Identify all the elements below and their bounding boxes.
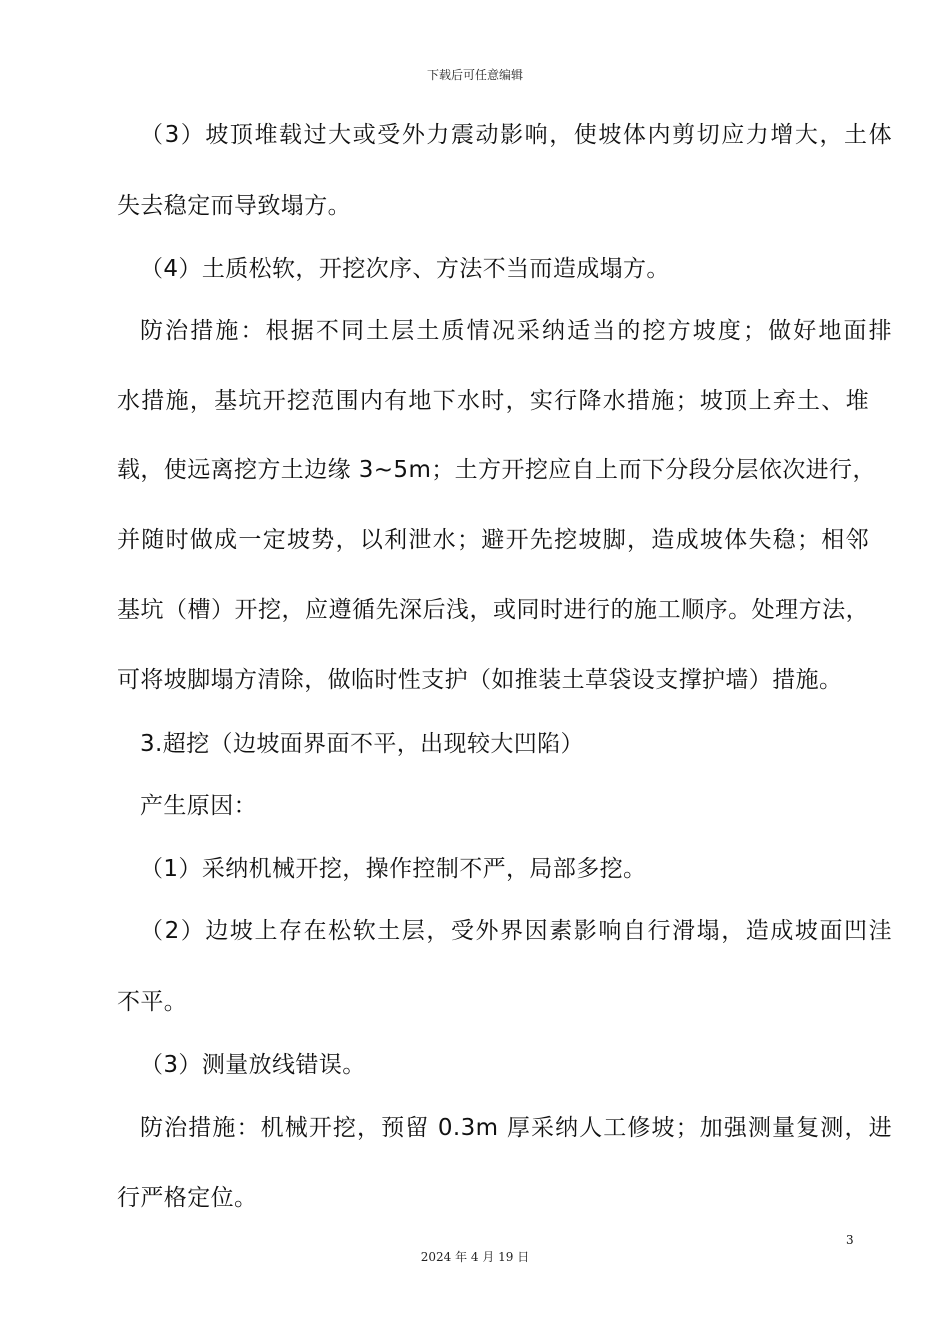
- paragraph-line: 行严格定位。: [117, 1185, 258, 1211]
- paragraph-line: 失去稳定而导致塌方。: [117, 193, 351, 219]
- paragraph-line: 产生原因：: [140, 793, 257, 819]
- paragraph-line: 基坑（槽）开挖，应遵循先深后浅，或同时进行的施工顺序。处理方法，: [117, 597, 869, 623]
- paragraph-line: 并随时做成一定坡势，以利泄水；避开先挖坡脚，造成坡体失稳；相邻: [117, 527, 869, 553]
- paragraph-line: （4）土质松软，开挖次序、方法不当而造成塌方。: [140, 256, 670, 282]
- paragraph-line: 防治措施：根据不同土层土质情况采纳适当的挖方坡度；做好地面排: [140, 318, 892, 344]
- page-number: 3: [846, 1233, 854, 1247]
- paragraph-line: （2）边坡上存在松软土层，受外界因素影响自行滑塌，造成坡面凹洼: [140, 918, 892, 944]
- paragraph-line: 水措施，基坑开挖范围内有地下水时，实行降水措施；坡顶上弃土、堆: [117, 388, 869, 414]
- page-header: 下载后可任意编辑: [426, 68, 523, 82]
- paragraph-line: 防治措施：机械开挖，预留 0.3m 厚采纳人工修坡；加强测量复测，进: [140, 1115, 892, 1141]
- paragraph-line: 载，使远离挖方土边缘 3~5m；土方开挖应自上而下分段分层依次进行，: [117, 457, 876, 483]
- paragraph-line: （3）测量放线错误。: [140, 1052, 366, 1078]
- paragraph-line: 可将坡脚塌方清除，做临时性支护（如推装土草袋设支撑护墙）措施。: [117, 667, 843, 693]
- page-footer-date: 2024 年 4 月 19 日: [420, 1250, 530, 1264]
- section-heading: 3.超挖（边坡面界面不平，出现较大凹陷）: [140, 731, 584, 757]
- paragraph-line: （3）坡顶堆载过大或受外力震动影响，使坡体内剪切应力增大，土体: [140, 122, 892, 148]
- paragraph-line: （1）采纳机械开挖，操作控制不严，局部多挖。: [140, 856, 647, 882]
- paragraph-line: 不平。: [117, 989, 188, 1015]
